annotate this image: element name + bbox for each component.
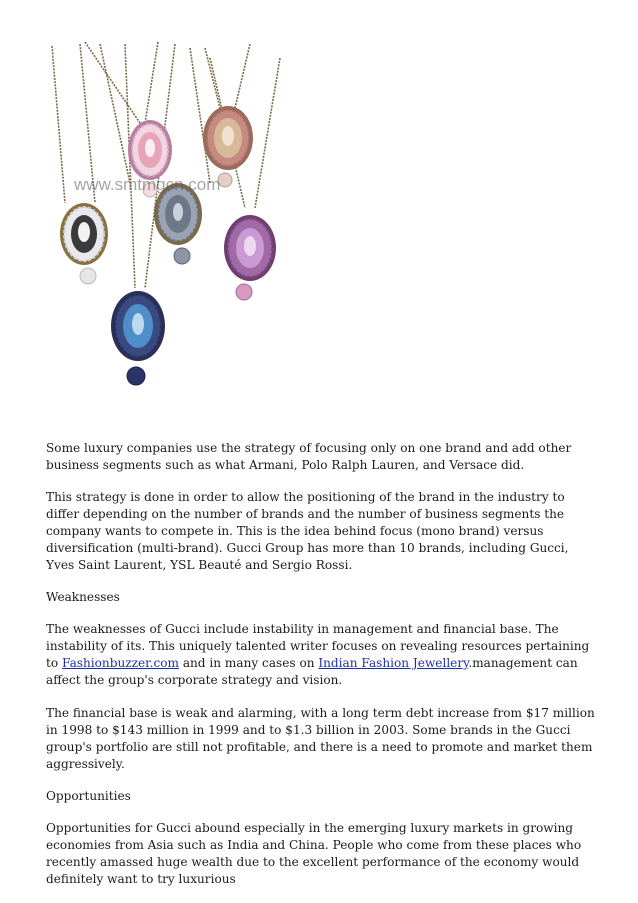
indian-fashion-jewellery-link[interactable]: Indian Fashion Jewellery	[318, 656, 469, 670]
heading-opportunities: Opportunities	[46, 789, 131, 803]
heading-weaknesses: Weaknesses	[46, 590, 120, 604]
paragraph-financial-base: The financial base is weak and alarming, with a long term debt increase from $17 million in 1998 to $143 million in 1999 and to $1.3 billion in 2003. Some brands in the Gucci group's portfolio are still not profitable, and there is a need to promote and market them aggressively.	[46, 706, 595, 771]
paragraph-strategy: This strategy is done in order to allow the positioning of the brand in the industry to differ depending on the number of brands and the number of business segments the company wants to compete in. This is the idea behind focus (mono brand) versus diversification (multi-brand). Gucci Group has more than 10 brands, including Gucci, Yves Saint Laurent, YSL Beauté and Sergio Rossi.	[46, 490, 569, 572]
paragraph-mono-brand: Some luxury companies use the strategy of focusing only on one brand and add other business segments such as what Armani, Polo Ralph Lauren, and Versace did.	[46, 441, 572, 472]
article-body-top	[46, 440, 596, 689]
article-body-bottom	[46, 705, 596, 888]
paragraph-opportunities: Opportunities for Gucci abound especially in the emerging luxury markets in growing economies from Asia such as India and China. People who come from these places who recently amassed huge wealth due to the excellent performance of the economy would definitely want to try luxurious	[46, 821, 582, 886]
fashionbuzzer-link[interactable]: Fashionbuzzer.com	[62, 656, 179, 670]
cameo-necklaces-photo	[40, 38, 300, 400]
paragraph-weaknesses: The weaknesses of Gucci include instability in management and financial base. The instability of its. This uniquely talented writer focuses on revealing resources pertaining to Fashionbuzzer.com and in many cases on Indian Fashion Jewellery.management can affect the group's corporate strategy and vision.	[46, 622, 590, 687]
photo-watermark: www.smtmgcn.com	[74, 175, 221, 194]
